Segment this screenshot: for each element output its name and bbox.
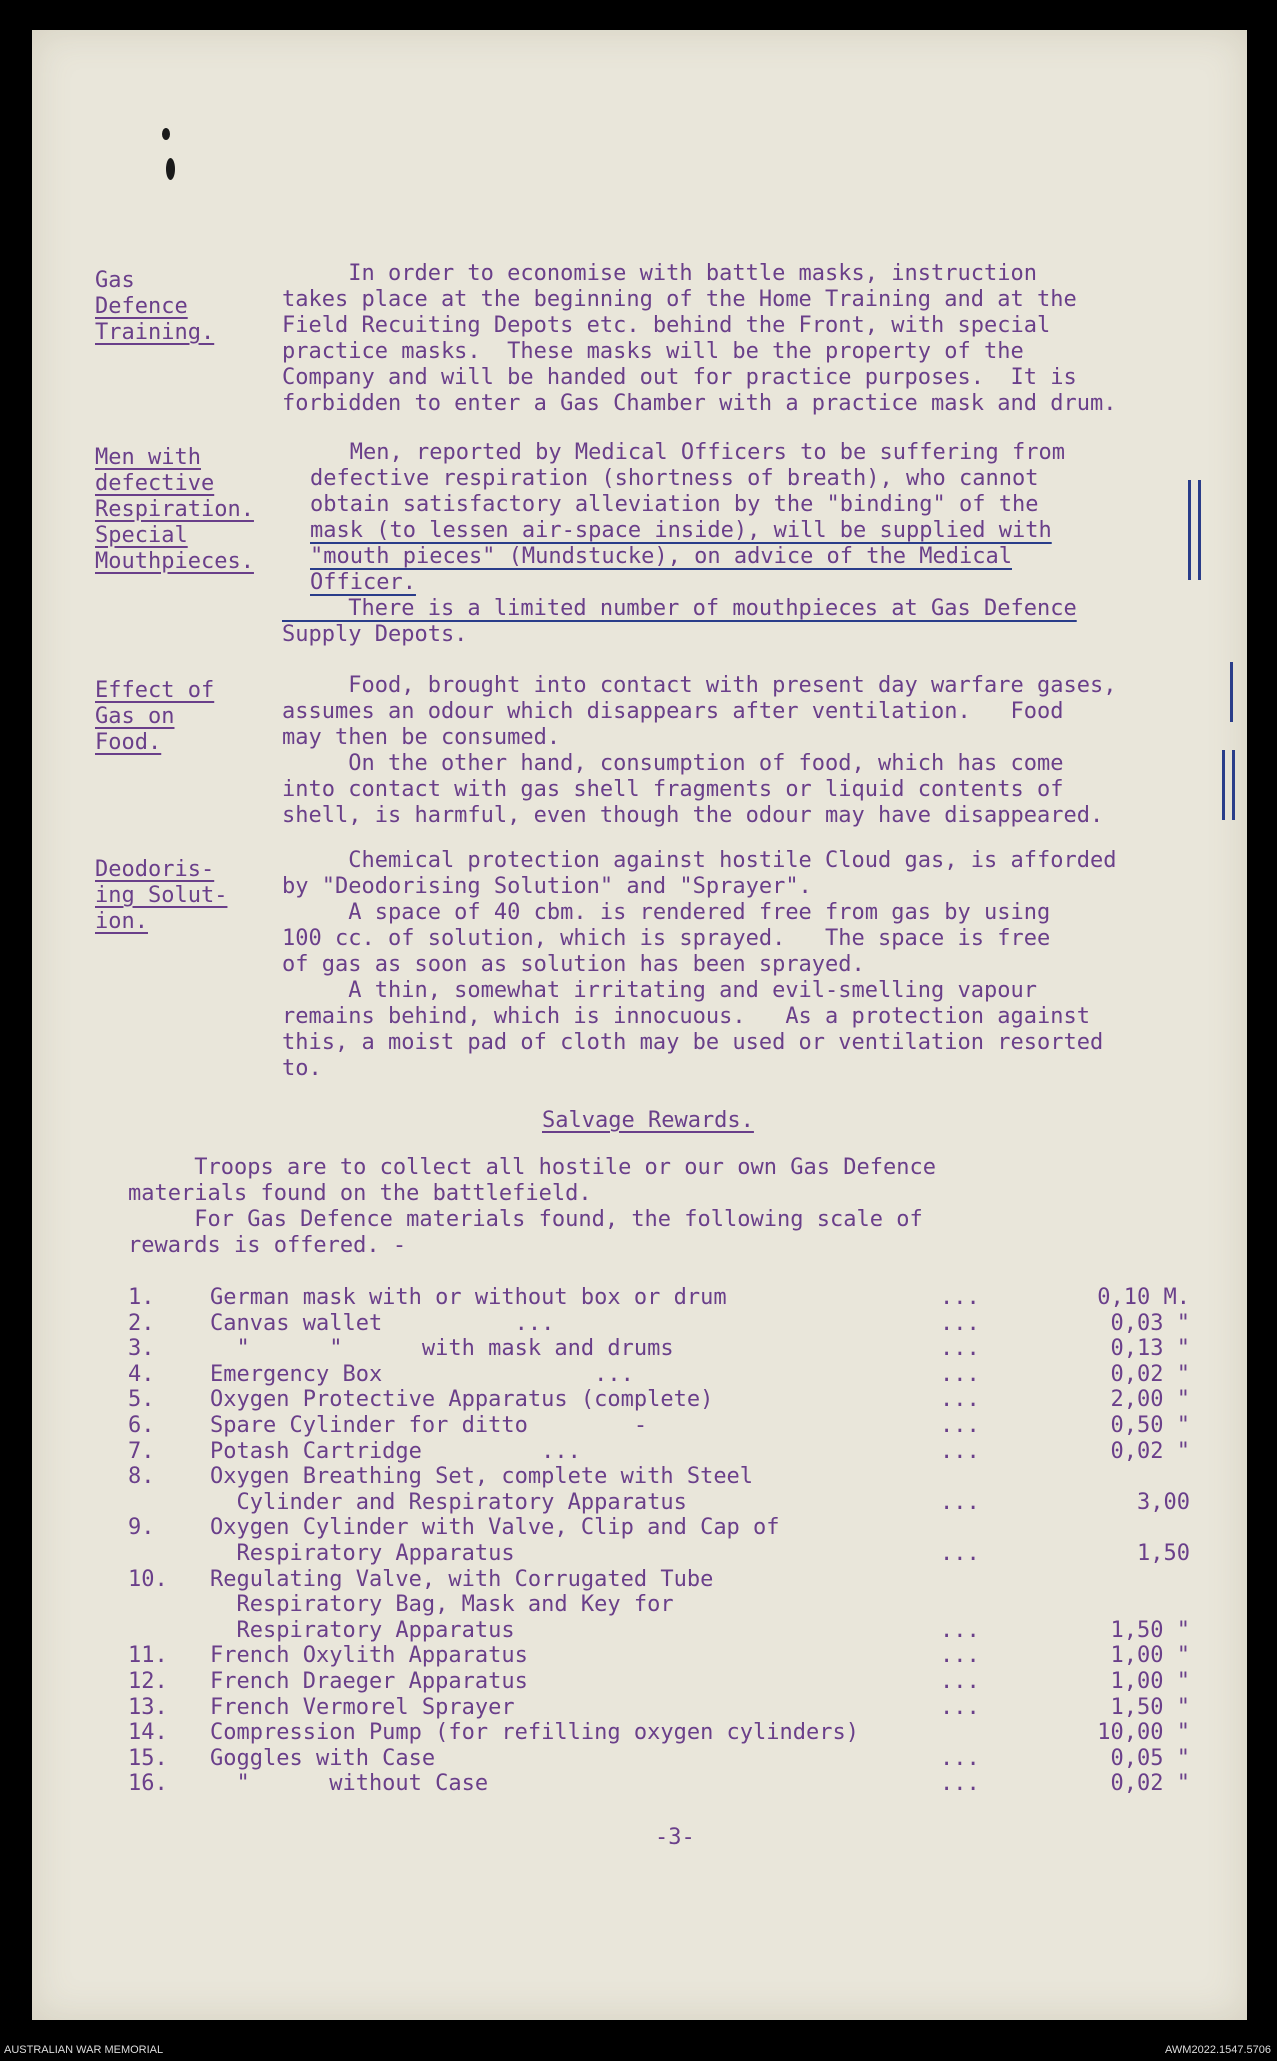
margin-line: Respiration. <box>95 497 254 522</box>
body-line: to. <box>282 1056 322 1081</box>
reward-item-number: 1. <box>128 1285 155 1310</box>
reward-item-number: 14. <box>128 1720 168 1746</box>
margin-line: Gas <box>95 268 135 293</box>
body-line: may then be consumed. <box>282 725 561 750</box>
reward-item-row <box>0 1771 1277 1797</box>
body-line: assumes an odour which disappears after ventilation. Food <box>282 699 1064 724</box>
reward-item-label: Emergency Box ... <box>210 1361 634 1387</box>
reward-item-row <box>0 1669 1277 1695</box>
reward-item-label: Potash Cartridge ... <box>210 1438 581 1464</box>
reward-item-number: 6. <box>128 1413 155 1438</box>
reward-item-row <box>0 1746 1277 1772</box>
reward-item-number: 11. <box>128 1643 168 1669</box>
reward-item-leader: ... <box>940 1336 980 1362</box>
margin-annotation-bar <box>1230 662 1233 722</box>
punch-hole-mark <box>162 128 170 140</box>
reward-item-row <box>0 1567 1277 1593</box>
reward-item-label: Cylinder and Respiratory Apparatus <box>210 1489 687 1515</box>
reward-item-leader: ... <box>940 1413 980 1438</box>
body-line: "mouth pieces" (Mundstucke), on advice of the Medical <box>310 544 1012 569</box>
body-line: Company and will be handed out for practice purposes. It is <box>282 365 1077 390</box>
reward-item-leader: ... <box>940 1745 980 1771</box>
reward-item-price: 0,02 " <box>1110 1771 1190 1797</box>
reward-item-price: 1,50 <box>1137 1541 1190 1566</box>
reward-item-number: 5. <box>128 1387 155 1413</box>
body-line: remains behind, which is innocuous. As a protection against <box>282 1004 1090 1029</box>
margin-line: Defence <box>95 294 188 319</box>
reward-item-price: 3,00 <box>1137 1489 1190 1515</box>
reward-item-label: Regulating Valve, with Corrugated Tube <box>210 1566 714 1592</box>
body-line: Officer. <box>310 570 416 595</box>
reward-item-label: Goggles with Case <box>210 1745 436 1771</box>
reward-item-price: 1,50 " <box>1110 1617 1190 1643</box>
reward-item-row <box>0 1515 1277 1541</box>
reward-item-label: Respiratory Apparatus <box>210 1541 515 1566</box>
reward-item-number: 16. <box>128 1771 168 1797</box>
reward-item-label: Compression Pump (for refilling oxygen cylinders) <box>210 1720 860 1746</box>
reward-item-price: 10,00 " <box>1097 1720 1190 1746</box>
reward-item-label: Canvas wallet ... <box>210 1310 555 1336</box>
reward-item-label: Oxygen Breathing Set, complete with Steel <box>210 1464 754 1490</box>
body-line: mask (to lessen air-space inside), will be supplied with <box>310 518 1052 543</box>
margin-line: Mouthpieces. <box>95 549 254 574</box>
reward-item-row <box>0 1643 1277 1669</box>
reward-item-leader: ... <box>940 1438 980 1464</box>
reward-item-leader: ... <box>940 1771 980 1797</box>
reward-item-row <box>0 1720 1277 1746</box>
body-line: rewards is offered. - <box>128 1233 407 1258</box>
reward-item-row <box>0 1618 1277 1644</box>
footer-credit: AUSTRALIAN WAR MEMORIAL <box>4 2044 164 2056</box>
reward-item-row <box>0 1490 1277 1516</box>
reward-item-label: Oxygen Protective Apparatus (complete) <box>210 1387 714 1413</box>
reward-item-number: 3. <box>128 1336 155 1362</box>
reward-item-number: 13. <box>128 1694 168 1720</box>
body-line: In order to economise with battle masks, instruction <box>282 261 1037 286</box>
reward-item-number: 2. <box>128 1310 155 1336</box>
margin-line: Effect of <box>95 678 215 703</box>
reward-item-number: 10. <box>128 1566 168 1592</box>
reward-item-price: 1,00 " <box>1110 1669 1190 1694</box>
page-number: -3- <box>655 1825 695 1850</box>
margin-line: Men with <box>95 445 201 470</box>
body-line: of gas as soon as solution has been sprayed. <box>282 952 865 977</box>
reward-item-row <box>0 1695 1277 1721</box>
reward-item-row <box>0 1285 1277 1311</box>
reward-item-leader: ... <box>940 1361 980 1387</box>
body-line: practice masks. These masks will be the property of the <box>282 339 1024 364</box>
margin-line: Training. <box>95 320 215 345</box>
reward-item-number: 8. <box>128 1464 155 1490</box>
reward-item-price: 0,10 M. <box>1097 1285 1190 1310</box>
body-line: shell, is harmful, even though the odour may have disappeared. <box>282 803 1104 828</box>
margin-annotation-bar <box>1198 480 1201 580</box>
reward-item-row <box>0 1464 1277 1490</box>
reward-item-leader: ... <box>940 1694 980 1720</box>
body-line: A thin, somewhat irritating and evil-smelling vapour <box>282 978 1037 1003</box>
body-line: Men, reported by Medical Officers to be suffering from <box>310 440 1065 465</box>
margin-line: defective <box>95 471 215 496</box>
reward-item-label: French Oxylith Apparatus <box>210 1643 528 1669</box>
reward-item-leader: ... <box>940 1541 980 1566</box>
reward-item-label: Spare Cylinder for ditto - <box>210 1413 648 1438</box>
section-heading-deodorising-solution <box>95 857 285 935</box>
section-heading-gas-defence-training <box>95 268 285 346</box>
reward-item-number: 7. <box>128 1438 155 1464</box>
reward-item-row <box>0 1336 1277 1362</box>
margin-line: ing Solut- <box>95 883 228 908</box>
body-line: Troops are to collect all hostile or our own Gas Defence <box>128 1155 936 1180</box>
body-line: Food, brought into contact with present day warfare gases, <box>282 673 1117 698</box>
reward-item-label: Oxygen Cylinder with Valve, Clip and Cap of <box>210 1515 780 1541</box>
reward-item-leader: ... <box>940 1310 980 1336</box>
body-line: materials found on the battlefield. <box>128 1181 592 1206</box>
section-heading-effect-of-gas-on-food <box>95 678 285 756</box>
body-line: On the other hand, consumption of food, which has come <box>282 751 1064 776</box>
reward-item-row <box>0 1387 1277 1413</box>
body-line: Supply Depots. <box>282 622 468 647</box>
reward-item-price: 0,02 " <box>1110 1438 1190 1464</box>
salvage-rewards-heading: Salvage Rewards. <box>542 1108 754 1133</box>
body-line: by "Deodorising Solution" and "Sprayer". <box>282 874 812 899</box>
reward-item-label: French Draeger Apparatus <box>210 1669 528 1694</box>
reward-item-row <box>0 1541 1277 1567</box>
margin-annotation-bar <box>1232 750 1235 820</box>
body-line: forbidden to enter a Gas Chamber with a practice mask and drum. <box>282 391 1117 416</box>
reward-item-label: French Vermorel Sprayer <box>210 1694 515 1720</box>
reward-item-leader: ... <box>940 1489 980 1515</box>
reward-item-label: " without Case <box>210 1771 489 1797</box>
reward-item-row <box>0 1439 1277 1465</box>
reward-item-price: 0,03 " <box>1110 1310 1190 1336</box>
reward-item-number: 12. <box>128 1669 168 1694</box>
reward-item-label: German mask with or without box or drum <box>210 1285 727 1310</box>
body-line: defective respiration (shortness of breath), who cannot <box>310 466 1039 491</box>
reward-item-row <box>0 1362 1277 1388</box>
margin-line: ion. <box>95 909 148 934</box>
margin-line: Gas on <box>95 704 175 729</box>
footer-accession-number: AWM2022.1547.5706 <box>1165 2044 1271 2056</box>
margin-annotation-bar <box>1188 480 1191 580</box>
body-line: Field Recuiting Depots etc. behind the Front, with special <box>282 313 1051 338</box>
reward-item-number: 4. <box>128 1361 155 1387</box>
reward-item-row <box>0 1413 1277 1439</box>
margin-line: Special <box>95 523 188 548</box>
reward-item-label: Respiratory Apparatus <box>210 1617 515 1643</box>
reward-item-price: 0,02 " <box>1110 1361 1190 1387</box>
reward-item-price: 0,05 " <box>1110 1745 1190 1771</box>
reward-item-leader: ... <box>940 1669 980 1694</box>
margin-annotation-bar <box>1222 750 1225 820</box>
body-line: obtain satisfactory alleviation by the "binding" of the <box>310 492 1039 517</box>
section-heading-special-mouthpieces <box>95 445 285 575</box>
body-line: into contact with gas shell fragments or liquid contents of <box>282 777 1064 802</box>
body-line: this, a moist pad of cloth may be used or ventilation resorted <box>282 1030 1104 1055</box>
body-line: For Gas Defence materials found, the following scale of <box>128 1207 923 1232</box>
margin-line: Deodoris- <box>95 857 215 882</box>
body-line: There is a limited number of mouthpieces at Gas Defence <box>282 596 1077 621</box>
reward-item-row <box>0 1311 1277 1337</box>
reward-item-number: 15. <box>128 1745 168 1771</box>
reward-item-price: 1,50 " <box>1110 1694 1190 1720</box>
reward-item-price: 1,00 " <box>1110 1643 1190 1669</box>
reward-item-price: 0,50 " <box>1110 1413 1190 1438</box>
reward-item-leader: ... <box>940 1617 980 1643</box>
body-line: takes place at the beginning of the Home Training and at the <box>282 287 1077 312</box>
body-line: Chemical protection against hostile Cloud gas, is afforded <box>282 848 1117 873</box>
reward-item-label: Respiratory Bag, Mask and Key for <box>210 1592 674 1618</box>
reward-item-label: " " with mask and drums <box>210 1336 674 1362</box>
reward-item-leader: ... <box>940 1387 980 1413</box>
margin-line: Food. <box>95 730 162 755</box>
body-line: 100 cc. of solution, which is sprayed. The space is free <box>282 926 1051 951</box>
body-line: A space of 40 cbm. is rendered free from gas by using <box>282 900 1051 925</box>
reward-item-leader: ... <box>940 1643 980 1669</box>
reward-item-price: 2,00 " <box>1110 1387 1190 1413</box>
reward-item-number: 9. <box>128 1515 155 1541</box>
reward-item-row <box>0 1592 1277 1618</box>
reward-item-leader: ... <box>940 1285 980 1310</box>
reward-item-price: 0,13 " <box>1110 1336 1190 1362</box>
punch-hole-mark <box>166 158 175 180</box>
